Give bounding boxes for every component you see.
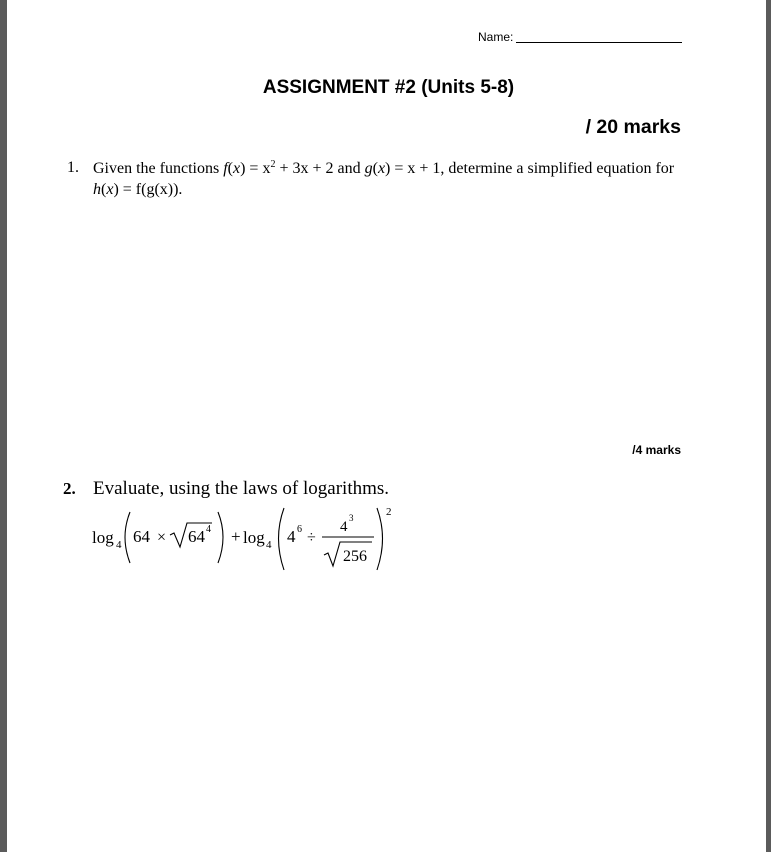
number-64-inner: 64 xyxy=(188,527,205,546)
h-rhs: = f(g(x)). xyxy=(118,181,183,198)
f-function-name: f xyxy=(223,160,228,177)
left-paren-2 xyxy=(279,508,285,570)
question-1-line-2: h(x) = f(g(x)). xyxy=(93,181,183,198)
log-1: log xyxy=(92,528,114,547)
question-2-number: 2. xyxy=(63,479,76,498)
q1-text-intro: Given the functions xyxy=(93,160,224,177)
left-paren-1 xyxy=(125,512,130,563)
log-2-base: 4 xyxy=(266,539,272,551)
question-1-marks: /4 marks xyxy=(632,443,681,457)
x-variable: x xyxy=(377,160,386,177)
question-2-text: Evaluate, using the laws of logarithms. xyxy=(93,478,390,499)
numerator-4: 4 xyxy=(340,519,348,535)
right-paren-2 xyxy=(377,508,383,570)
number-64: 64 xyxy=(133,527,150,546)
question-1-line-1: Given the functions $f(x) = x^2 + 3x + 2$ and g(x) = x + 1, determine a simplified equation for xyxy=(93,159,675,177)
page-title-text: ASSIGNMENT #2 (Units 5-8) xyxy=(262,77,515,98)
question-1-number: 1. xyxy=(67,159,79,176)
exponent-4: 4 xyxy=(206,524,211,535)
total-marks: / 20 marks xyxy=(585,116,681,138)
f-rhs-start: = x xyxy=(245,160,271,177)
name-label: Name: xyxy=(478,30,514,44)
g-rhs: = x + 1, determine a simplified equation for xyxy=(390,160,675,177)
plus-sign: + xyxy=(231,527,241,546)
exponent-6: 6 xyxy=(297,524,302,535)
x-variable: x xyxy=(106,181,114,198)
number-256: 256 xyxy=(343,548,367,565)
x-variable: x xyxy=(232,160,241,177)
exponent-3: 3 xyxy=(349,513,354,523)
times-sign: × xyxy=(157,529,167,546)
division-sign: ÷ xyxy=(307,529,316,546)
log-1-base: 4 xyxy=(116,539,122,551)
f-rhs-end: + 3x + 2 and xyxy=(275,160,365,177)
right-paren-1 xyxy=(218,512,223,563)
g-function-name: g xyxy=(364,160,373,177)
log-2: log xyxy=(243,528,265,547)
number-4: 4 xyxy=(287,527,296,546)
exponent-2: 2 xyxy=(270,159,276,170)
outer-exponent-2: 2 xyxy=(386,506,392,518)
h-function-name: h xyxy=(93,181,101,198)
